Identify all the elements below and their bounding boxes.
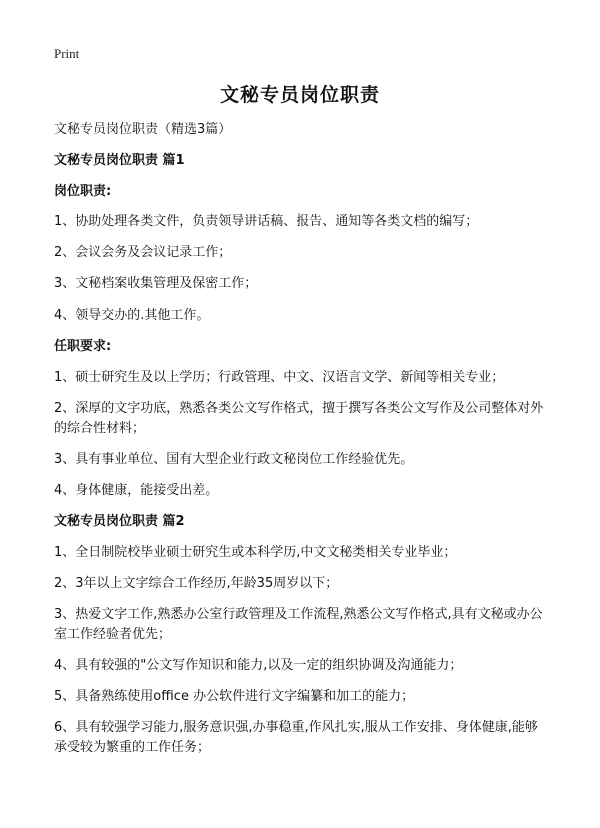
section2-heading: 文秘专员岗位职责 篇2 — [54, 514, 185, 529]
requirement-item: 2、深厚的文字功底，熟悉各类公文写作格式，擅于撰写各类公文写作及公司整体对外的综合性材料； — [54, 401, 544, 436]
duty-item: 2、会议会务及会议记录工作； — [54, 245, 232, 260]
duty-item: 3、文秘档案收集管理及保密工作； — [54, 276, 258, 291]
duties-heading: 岗位职责: — [54, 184, 112, 199]
document-title: 文秘专员岗位职责 — [219, 84, 380, 106]
print-label: Print — [54, 46, 80, 61]
duty-item: 1、协助处理各类文件，负责领导讲话稿、报告、通知等各类文档的编写； — [54, 214, 479, 229]
section2-item: 5、具备熟练使用office 办公软件进行文字编纂和加工的能力； — [54, 689, 415, 704]
section2-item: 6、具有较强学习能力,服务意识强,办事稳重,作风扎实,服从工作安排、身体健康,能够承受较为繁重的工作任务； — [54, 720, 538, 755]
duty-item: 4、领导交办的.其他工作。 — [54, 308, 210, 323]
section2-item: 3、热爱文字工作,熟悉办公室行政管理及工作流程,熟悉公文写作格式,具有文秘或办公室工作经验者优先； — [54, 607, 543, 642]
requirement-item: 1、硕士研究生及以上学历；行政管理、中文、汉语言文学、新闻等相关专业； — [54, 370, 505, 385]
section2-item: 2、3年以上文字综合工作经历,年龄35周岁以下； — [54, 576, 339, 591]
requirements-heading: 任职要求: — [54, 339, 112, 354]
requirement-item: 3、具有事业单位、国有大型企业行政文秘岗位工作经验优先。 — [54, 452, 414, 467]
section1-heading: 文秘专员岗位职责 篇1 — [54, 153, 185, 168]
document-subtitle: 文秘专员岗位职责（精选3篇） — [54, 122, 232, 137]
section2-item: 4、具有较强的"公文写作知识和能力,以及一定的组织协调及沟通能力； — [54, 658, 463, 673]
section2-item: 1、全日制院校毕业硕士研究生或本科学历,中文文秘类相关专业毕业； — [54, 545, 457, 560]
requirement-item: 4、身体健康，能接受出差。 — [54, 483, 219, 498]
